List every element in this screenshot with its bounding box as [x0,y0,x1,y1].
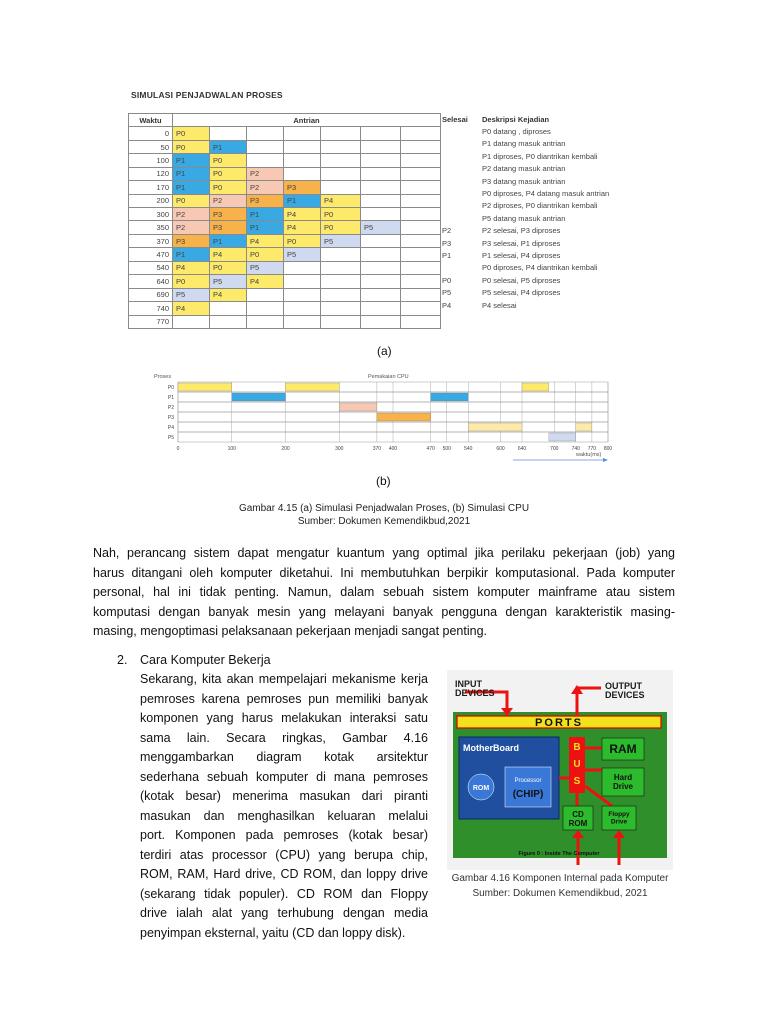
queue-cell: P0 [284,234,321,247]
queue-cell: P2 [210,194,247,207]
gantt-process-label: P1 [167,395,174,401]
empty-cell [321,127,361,140]
time-cell: 350 [129,221,173,234]
rom-label: ROM [472,785,490,792]
gantt-tick-label: 800 [603,446,613,452]
done-cell [440,212,480,224]
gantt-tick-label: 740 [571,446,580,452]
bus-letter: U [573,759,581,770]
event-row [440,299,650,311]
schedule-row [129,208,441,221]
event-row [440,125,650,137]
ram-label: RAM [609,742,637,756]
empty-cell [361,315,401,328]
done-cell: P4 [442,300,452,310]
section-number: 2. [117,653,128,667]
empty-cell [401,221,441,234]
event-row [440,274,650,286]
time-cell: 170 [129,181,173,194]
done-cell [440,125,480,137]
gantt-tick-label: 640 [517,446,527,452]
schedule-row [129,315,441,328]
desc-cell: P2 selesai, P3 diproses [482,226,561,236]
gantt-tick-label: 100 [227,446,236,452]
queue-cell: P4 [284,208,321,221]
empty-cell [321,261,361,274]
empty-cell [247,154,284,167]
empty-cell [361,248,401,261]
time-cell: 200 [129,194,173,207]
figure-caption-line2: Sumber: Dokumen Kemendikbud,2021 [297,516,471,527]
gantt-tick-label: 540 [464,446,473,452]
done-cell: P5 [442,288,452,298]
floppy-label [608,811,630,826]
schedule-row [129,181,441,194]
gantt-bar [178,383,232,391]
section-line: drive ialah alat yang terhubung dengan media [140,906,428,920]
event-row [440,175,650,187]
header-queue: Antrian [173,114,441,127]
figure-b-label: (b) [376,474,391,488]
queue-cell: P1 [210,140,247,153]
queue-cell: P2 [173,221,210,234]
gantt-process-label: P2 [167,405,174,411]
motherboard-label: MotherBoard [463,743,519,753]
gantt-tick-label: 500 [442,446,451,452]
queue-cell: P3 [247,194,284,207]
event-row [440,237,650,249]
empty-cell [284,315,321,328]
queue-cell: P0 [247,248,284,261]
queue-cell: P0 [321,221,361,234]
schedule-row [129,140,441,153]
empty-cell [284,154,321,167]
empty-cell [247,140,284,153]
empty-cell [247,127,284,140]
empty-cell [401,261,441,274]
empty-cell [321,248,361,261]
done-cell [440,138,480,150]
hard-drive-label [613,773,634,791]
queue-cell: P3 [210,208,247,221]
done-cell: P3 [442,238,452,248]
queue-cell: P0 [210,154,247,167]
done-cell [440,262,480,274]
queue-cell: P4 [321,194,361,207]
gantt-tick-label: 0 [176,446,180,452]
empty-cell [401,302,441,315]
done-cell: P1 [442,250,452,260]
event-row [440,286,650,298]
gantt-bar [549,433,576,441]
gantt-tick-label: 200 [281,446,290,452]
schedule-row [129,275,441,288]
section-line: sama lain. Secara ringkas, Gambar 4.16 [140,730,428,745]
event-row [440,212,650,224]
gantt-bar [576,423,592,431]
empty-cell [284,261,321,274]
hard-drive-label-line: Drive [612,782,634,791]
desc-cell: P2 datang masuk antrian [482,164,566,174]
figure-a-title: SIMULASI PENJADWALAN PROSES [131,90,283,100]
desc-cell: P0 selesai, P5 diproses [482,275,561,285]
empty-cell [361,167,401,180]
cdrom-label-line: CD [572,810,584,819]
queue-cell: P1 [173,167,210,180]
gantt-bar [468,423,522,431]
event-row [440,163,650,175]
gantt-tick-label: 400 [388,446,398,452]
empty-cell [361,140,401,153]
queue-cell: P0 [210,167,247,180]
section-line: pemroses karena pemroses pun memiliki banyak [140,691,428,706]
empty-cell [321,181,361,194]
empty-cell [210,127,247,140]
queue-cell: P0 [173,194,210,207]
empty-cell [401,315,441,328]
schedule-row [129,127,441,140]
queue-cell: P3 [173,234,210,247]
empty-cell [361,261,401,274]
empty-cell [361,302,401,315]
empty-cell [401,127,441,140]
desc-cell: P0 diproses, P4 datang masuk antrian [482,189,610,199]
empty-cell [321,140,361,153]
desc-cell: P0 diproses, P4 diantrikan kembali [482,263,598,273]
done-cell [440,200,480,212]
desc-cell: P1 datang masuk antrian [482,139,566,149]
queue-cell: P4 [210,288,247,301]
event-row [440,138,650,150]
queue-cell: P1 [210,234,247,247]
header-done: Selesai [442,114,468,124]
queue-cell: P1 [247,208,284,221]
header-time: Waktu [129,114,173,127]
section-line: port. Komponen pada pemroses (kotak besar) [140,828,428,842]
gantt-bar [232,393,286,401]
gantt-bar [286,383,340,391]
section-line: menggambarkan diagram kotak arsitektur [140,750,428,764]
desc-cell: P1 selesai, P4 diproses [482,250,561,260]
empty-cell [361,288,401,301]
queue-cell: P4 [247,275,284,288]
empty-cell [361,127,401,140]
queue-cell: P2 [247,167,284,180]
gantt-bar [522,383,549,391]
desc-cell: P5 datang masuk antrian [482,213,566,223]
done-cell [440,150,480,162]
gantt-xlabel: waktu(ms) [576,452,602,458]
queue-cell: P3 [210,221,247,234]
paragraph-line: harus ditangani oleh komputer diketahui. Ini membutuhkan berpikir komputasional. Pada komputer [93,565,675,580]
empty-cell [401,288,441,301]
figure-a-label: (a) [377,344,392,358]
figure-inside-label: Figure 0 : Inside The Computer [518,851,600,857]
queue-cell: P5 [173,288,210,301]
input-devices-label: INPUT DEVICES [455,679,495,698]
queue-cell: P4 [173,302,210,315]
gantt-bar [431,393,469,401]
queue-cell: P2 [173,208,210,221]
figure-caption-line1: Gambar 4.15 (a) Simulasi Penjadwalan Proses, (b) Simulasi CPU [238,503,530,514]
empty-cell [284,167,321,180]
queue-cell: P5 [210,275,247,288]
empty-cell [284,275,321,288]
done-cell: P2 [442,226,452,236]
section-body [140,670,428,943]
desc-cell: P3 selesai, P1 diproses [482,238,561,248]
gantt-tick-label: 370 [372,446,382,452]
section-line: ROM, RAM, Hard drive, CD ROM, dan loppy drive [140,867,428,881]
header-desc: Deskripsi Kejadian [482,114,550,124]
empty-cell [284,140,321,153]
time-cell: 370 [129,234,173,247]
schedule-row [129,167,441,180]
queue-cell: P1 [173,181,210,194]
section-line: sederhana sebuah komputer di mana pemroses [140,769,428,784]
empty-cell [321,154,361,167]
empty-cell [361,181,401,194]
event-row [440,225,650,237]
gantt-tick-label: 770 [587,446,597,452]
queue-cell: P3 [284,181,321,194]
queue-cell: P1 [284,194,321,207]
queue-cell: P5 [321,234,361,247]
time-cell: 540 [129,261,173,274]
chip-label: (CHIP) [512,789,544,800]
queue-cell: P0 [173,127,210,140]
empty-cell [284,127,321,140]
floppy-label-line: Drive [610,818,628,826]
time-cell: 470 [129,248,173,261]
empty-cell [210,302,247,315]
empty-cell [361,154,401,167]
queue-cell: P0 [173,140,210,153]
gantt-process-label: P3 [167,415,174,421]
section-line: (kotak besar) menerima masukan dari piranti [140,789,428,803]
event-row [440,262,650,274]
gantt-ylabel: Proses [154,374,172,380]
time-cell: 0 [129,127,173,140]
section-line: Sekarang, kita akan mempelajari mekanisme kerja [140,672,428,686]
desc-cell: P1 diproses, P0 diantrikan kembali [482,151,598,161]
gantt-tick-label: 300 [335,446,344,452]
section-heading: Cara Komputer Bekerja [140,653,271,667]
time-cell: 740 [129,302,173,315]
gantt-process-label: P4 [167,425,174,431]
empty-cell [401,248,441,261]
time-cell: 690 [129,288,173,301]
empty-cell [361,234,401,247]
output-devices-label: OUTPUT DEVICES [605,681,645,700]
processor-label: Processor [514,778,542,784]
time-arrowhead [603,458,608,462]
schedule-row [129,194,441,207]
empty-cell [284,288,321,301]
empty-cell [210,315,247,328]
desc-cell: P0 datang , diproses [482,127,551,137]
queue-cell: P0 [210,261,247,274]
empty-cell [173,315,210,328]
event-row [440,187,650,199]
body-paragraph [93,544,675,642]
empty-cell [401,194,441,207]
empty-cell [321,302,361,315]
empty-cell [321,315,361,328]
schedule-row [129,221,441,234]
queue-cell: P0 [210,181,247,194]
empty-cell [401,234,441,247]
queue-cell: P1 [247,221,284,234]
desc-cell: P4 selesai [482,300,517,310]
paragraph-line: masing, mengoptimasi pelaksanaan pekerjaan menjadi sangat penting. [93,624,488,638]
schedule-row [129,288,441,301]
desc-cell: P2 diproses, P0 diantrikan kembali [482,201,598,211]
queue-cell: P5 [284,248,321,261]
gantt-tick-label: 600 [496,446,505,452]
cpu-usage-gantt [148,368,628,464]
gantt-tick-label: 470 [426,446,435,452]
floppy-label-line: Floppy [608,811,630,818]
schedule-row [129,302,441,315]
gantt-bar [339,403,377,411]
queue-cell: P4 [284,221,321,234]
empty-cell [247,288,284,301]
queue-cell: P5 [247,261,284,274]
empty-cell [401,275,441,288]
done-cell [440,163,480,175]
section-line: (sekarang tidak populer). CD ROM dan Floppy [140,886,428,901]
section-line: masukan dan menghasilkan keluaran melalui [140,808,428,823]
gantt-bar [377,413,431,421]
paragraph-line: Nah, perancang sistem dapat mengatur kuantum yang optimal jika perilaku pekerjaan (job) yang [93,546,675,560]
queue-cell: P2 [247,181,284,194]
queue-cell: P4 [173,261,210,274]
empty-cell [401,140,441,153]
schedule-row [129,248,441,261]
event-row [440,150,650,162]
diagram-caption2: Sumber: Dokumen Kemendikbud, 2021 [472,888,648,899]
paragraph-line: personal, hal ini tidak penting. Namun, dalam sebuah sistem komputer mainframe atau sistem [93,585,675,599]
empty-cell [361,208,401,221]
time-cell: 300 [129,208,173,221]
empty-cell [401,181,441,194]
queue-cell: P5 [361,221,401,234]
empty-cell [401,208,441,221]
computer-diagram [447,670,673,870]
gantt-process-label: P5 [167,435,174,441]
queue-cell: P4 [210,248,247,261]
ports-label: PORTS [535,717,583,729]
time-cell: 770 [129,315,173,328]
empty-cell [401,154,441,167]
section-line: penyimpan eksternal, yaitu (CD dan loppy disk). [140,925,406,940]
empty-cell [361,275,401,288]
done-cell [440,187,480,199]
queue-cell: P0 [321,208,361,221]
schedule-row [129,261,441,274]
gantt-process-label: P0 [167,385,174,391]
bus-letter: B [573,742,581,753]
queue-cell: P4 [247,234,284,247]
bus-letter: S [573,776,581,787]
desc-cell: P5 selesai, P4 diproses [482,288,561,298]
time-cell: 640 [129,275,173,288]
empty-cell [247,315,284,328]
time-cell: 100 [129,154,173,167]
queue-cell: P1 [173,248,210,261]
empty-cell [401,167,441,180]
desc-cell: P3 datang masuk antrian [482,176,566,186]
done-cell [440,175,480,187]
done-cell: P0 [442,275,452,285]
schedule-row [129,234,441,247]
time-cell: 120 [129,167,173,180]
paragraph-line: komputasi dengan banyak mesin yang melayani banyak pengguna dengan karakteristik masing- [93,604,675,619]
section-line: terdiri atas processor (CPU) yang berupa chip, [140,847,428,862]
empty-cell [284,302,321,315]
event-table [440,113,650,311]
hard-drive-label-line: Hard [613,773,633,782]
empty-cell [361,194,401,207]
empty-cell [247,302,284,315]
queue-cell: P0 [173,275,210,288]
diagram-caption1: Gambar 4.16 Komponen Internal pada Komputer [451,873,669,884]
time-cell: 50 [129,140,173,153]
schedule-table [128,113,441,329]
section-line: komponen yang harus melakukan interaksi satu [140,711,428,725]
empty-cell [321,167,361,180]
gantt-title: Pemakaian CPU [368,374,409,380]
gantt-tick-label: 700 [550,446,559,452]
queue-cell: P1 [173,154,210,167]
empty-cell [321,275,361,288]
cdrom-label-line: ROM [568,819,588,828]
event-row [440,200,650,212]
empty-cell [321,288,361,301]
processor-box [505,767,551,807]
schedule-row [129,154,441,167]
event-row [440,249,650,261]
